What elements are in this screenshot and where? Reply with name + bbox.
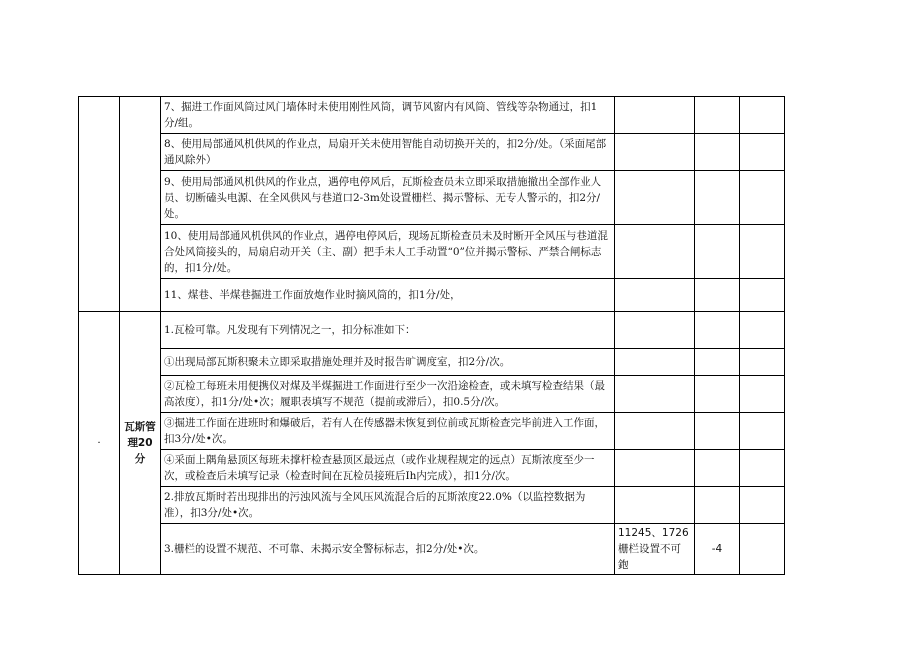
- deduction-cell: [695, 134, 740, 171]
- note-cell: [615, 279, 695, 312]
- item-cell: 2.排放瓦斯时若出现排出的污浊风流与全风压风流混合后的瓦斯浓度22.0%（以监控数据为准），扣3分/处•次。: [161, 487, 615, 524]
- remark-cell: [740, 279, 785, 312]
- remark-cell: [740, 524, 785, 575]
- item-cell: 9、使用局部通风机供风的作业点，遇停电停风后，瓦斯检查员未立即采取措施撤出全部作业人员、切断磕头电源、在全风供风与巷道口2-3m处设置栅栏、揭示警标、无专人警示的，扣2分/处。: [161, 171, 615, 225]
- table-row: [79, 450, 785, 487]
- deduction-cell: [695, 312, 740, 349]
- item-cell: 7、掘进工作面风筒过风门墙体时未使用刚性风筒，调节风窗内有风筒、管线等杂物通过，扣1分/组。: [161, 97, 615, 134]
- section-a-category-cell: [120, 97, 161, 312]
- item-cell: 1.瓦检可靠。凡发现有下列情况之一，扣分标准如下：: [161, 312, 615, 349]
- item-cell: 3.栅栏的设置不规范、不可靠、未揭示安全警标标志，扣2分/处•次。: [161, 524, 615, 575]
- table-row: [79, 413, 785, 450]
- note-cell: 11245、1726栅栏设置不可鉋: [615, 524, 695, 575]
- table-row: [79, 134, 785, 171]
- scoring-table: [78, 96, 785, 575]
- item-cell: ①出现局部瓦斯积聚未立即采取措施处理并及时报告旷调度室，扣2分/次。: [161, 349, 615, 376]
- table-row: [79, 376, 785, 413]
- item-cell: ④采面上隅角悬顶区每班未撑杆检查悬顶区最远点（或作业规程规定的远点）瓦斯浓度至少一次，或检查后未填写记录（检查时间在瓦检员接班后Ih内完成），扣1分/次。: [161, 450, 615, 487]
- table-row: [79, 225, 785, 279]
- remark-cell: [740, 171, 785, 225]
- note-cell: [615, 450, 695, 487]
- table-row: [79, 487, 785, 524]
- deduction-cell: [695, 171, 740, 225]
- note-cell: [615, 413, 695, 450]
- table-row: [79, 524, 785, 575]
- remark-cell: [740, 450, 785, 487]
- deduction-cell: -4: [695, 524, 740, 575]
- deduction-cell: [695, 279, 740, 312]
- deduction-cell: [695, 413, 740, 450]
- table-row: [79, 97, 785, 134]
- item-cell: 10、使用局部通风机供风的作业点，遇停电停风后，现场瓦斯检查员未及时断开全风压与巷道混合处风筒接头的，局扇启动开关（主、副）把手未人工手动置“0”位并揭示警标、严禁合闸标志的，扣1分/处。: [161, 225, 615, 279]
- note-cell: [615, 376, 695, 413]
- remark-cell: [740, 376, 785, 413]
- deduction-cell: [695, 376, 740, 413]
- remark-cell: [740, 413, 785, 450]
- table-row: [79, 312, 785, 349]
- deduction-cell: [695, 450, 740, 487]
- remark-cell: [740, 312, 785, 349]
- section-a-group-cell: [79, 97, 120, 312]
- remark-cell: [740, 97, 785, 134]
- note-cell: [615, 312, 695, 349]
- section-b-title: 瓦斯管理20分: [120, 312, 161, 575]
- section-b-mark: ·: [79, 312, 120, 575]
- note-cell: [615, 487, 695, 524]
- note-cell: [615, 349, 695, 376]
- deduction-cell: [695, 225, 740, 279]
- remark-cell: [740, 134, 785, 171]
- remark-cell: [740, 487, 785, 524]
- table-row: [79, 171, 785, 225]
- table-row: [79, 279, 785, 312]
- item-cell: ②瓦检工每班未用便携仪对煤及半煤掘进工作面进行至少一次沿途检查，或未填写检查结果（最高浓度），扣1分/处•次；履职表填写不规范（提前或滞后），扣0.5分/次。: [161, 376, 615, 413]
- remark-cell: [740, 225, 785, 279]
- table-row: [79, 349, 785, 376]
- item-cell: 11、煤巷、半煤巷掘进工作面放炮作业时摘风筒的，扣1分/处，: [161, 279, 615, 312]
- deduction-cell: [695, 349, 740, 376]
- note-cell: [615, 134, 695, 171]
- deduction-cell: [695, 487, 740, 524]
- item-cell: ③掘进工作面在进班时和爆破后，若有人在传感器未恢复到位前或瓦斯检查完毕前进入工作面，扣3分/处•次。: [161, 413, 615, 450]
- deduction-cell: [695, 97, 740, 134]
- note-cell: [615, 97, 695, 134]
- remark-cell: [740, 349, 785, 376]
- note-cell: [615, 225, 695, 279]
- note-cell: [615, 171, 695, 225]
- item-cell: 8、使用局部通风机供风的作业点，局扇开关未使用智能自动切换开关的，扣2分/处。（采面尾部通风除外）: [161, 134, 615, 171]
